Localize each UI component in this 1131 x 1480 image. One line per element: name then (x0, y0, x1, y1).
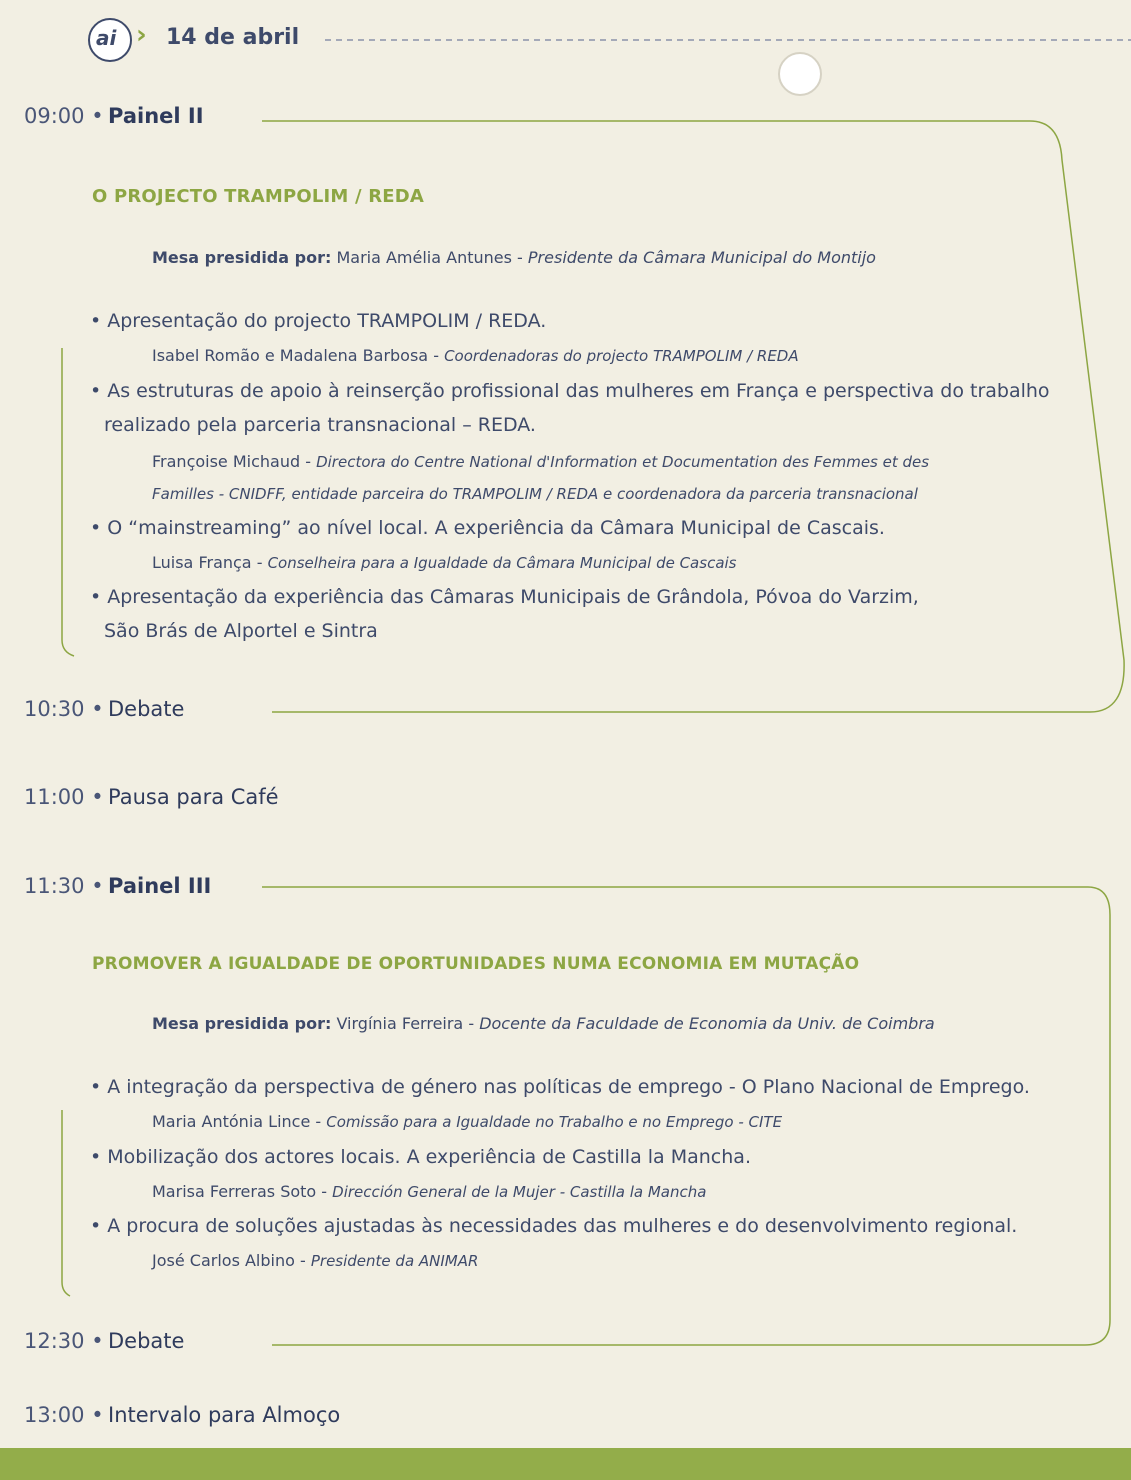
speaker-role: Coordenadoras do projecto TRAMPOLIM / REDA (444, 347, 799, 365)
speaker-role: Presidente da ANIMAR (310, 1252, 479, 1270)
session-title-painel-2: Painel II (108, 104, 204, 128)
time-0900: 09:00 • (24, 104, 104, 128)
panel-3-chair (152, 1014, 935, 1033)
speaker-line-cont (152, 484, 918, 503)
time-1100: 11:00 • (24, 785, 104, 809)
chair-label: Mesa presidida por: (152, 248, 332, 267)
speaker-role: Familles - CNIDFF, entidade parceira do TRAMPOLIM / REDA e coordenadora da parceria transnacional (152, 485, 918, 503)
speaker-line (152, 1182, 706, 1201)
chair-name: Virgínia Ferreira - (336, 1014, 480, 1033)
panel-3-bracket-left (62, 1110, 70, 1296)
speaker-role: Conselheira para a Igualdade da Câmara Municipal de Cascais (267, 554, 737, 572)
panel-2-bracket-left (62, 348, 74, 656)
speaker-name: Luisa França - (152, 553, 268, 572)
chevron-right-icon: › (136, 20, 147, 50)
session-title-debate-2: Debate (108, 1329, 185, 1353)
date-title: 14 de abril (166, 25, 300, 50)
speaker-name: Isabel Romão e Madalena Barbosa - (152, 346, 445, 365)
speaker-line (152, 553, 737, 572)
agenda-item: • As estruturas de apoio à reinserção profissional das mulheres em França e perspectiva do trabalho (90, 380, 1050, 402)
agenda-item: • A integração da perspectiva de género nas políticas de emprego - O Plano Nacional de Emprego. (90, 1076, 1030, 1098)
agenda-item: • Apresentação do projecto TRAMPOLIM / REDA. (90, 310, 547, 332)
speaker-name: Marisa Ferreras Soto - (152, 1182, 333, 1201)
time-1230: 12:30 • (24, 1329, 104, 1353)
speaker-line (152, 346, 799, 365)
time-1130: 11:30 • (24, 874, 104, 898)
chair-role: Docente da Faculdade de Economia da Univ. de Coimbra (479, 1014, 935, 1033)
speaker-name: José Carlos Albino - (152, 1251, 311, 1270)
time-1300: 13:00 • (24, 1403, 104, 1427)
footer-bar (0, 1448, 1131, 1480)
agenda-item: • A procura de soluções ajustadas às necessidades das mulheres e do desenvolvimento regional. (90, 1215, 1018, 1237)
panel-3-heading: PROMOVER A IGUALDADE DE OPORTUNIDADES NUMA ECONOMIA EM MUTAÇÃO (92, 954, 860, 974)
chair-role: Presidente da Câmara Municipal do Montijo (527, 248, 876, 267)
speaker-line (152, 1112, 782, 1131)
session-title-coffee: Pausa para Café (108, 785, 279, 809)
logo-icon (88, 18, 132, 62)
panel-2-chair (152, 248, 876, 267)
chair-label: Mesa presidida por: (152, 1014, 332, 1033)
time-1030: 10:30 • (24, 697, 104, 721)
agenda-item: • O “mainstreaming” ao nível local. A experiência da Câmara Municipal de Cascais. (90, 517, 885, 539)
logo-text: ai (96, 26, 117, 50)
agenda-item: • Apresentação da experiência das Câmaras Municipais de Grândola, Póvoa do Varzim, (90, 586, 919, 608)
speaker-role: Directora do Centre National d'Information et Documentation des Femmes et des (316, 453, 930, 471)
speaker-role: Dirección General de la Mujer - Castilla la Mancha (332, 1183, 707, 1201)
speaker-name: Françoise Michaud - (152, 452, 317, 471)
agenda-item: • Mobilização dos actores locais. A experiência de Castilla la Mancha. (90, 1146, 751, 1168)
speaker-line (152, 1251, 478, 1270)
speaker-name: Maria Antónia Lince - (152, 1112, 327, 1131)
speaker-role: Comissão para a Igualdade no Trabalho e no Emprego - CITE (326, 1113, 783, 1131)
agenda-item-cont: São Brás de Alportel e Sintra (104, 620, 378, 642)
session-title-painel-3: Painel III (108, 874, 212, 898)
agenda-item-cont: realizado pela parceria transnacional – REDA. (104, 414, 536, 436)
punch-hole (779, 53, 821, 95)
session-title-lunch: Intervalo para Almoço (108, 1403, 341, 1427)
speaker-line (152, 452, 929, 471)
session-title-debate: Debate (108, 697, 185, 721)
chair-name: Maria Amélia Antunes - (336, 248, 528, 267)
panel-2-heading: O PROJECTO TRAMPOLIM / REDA (92, 186, 425, 207)
